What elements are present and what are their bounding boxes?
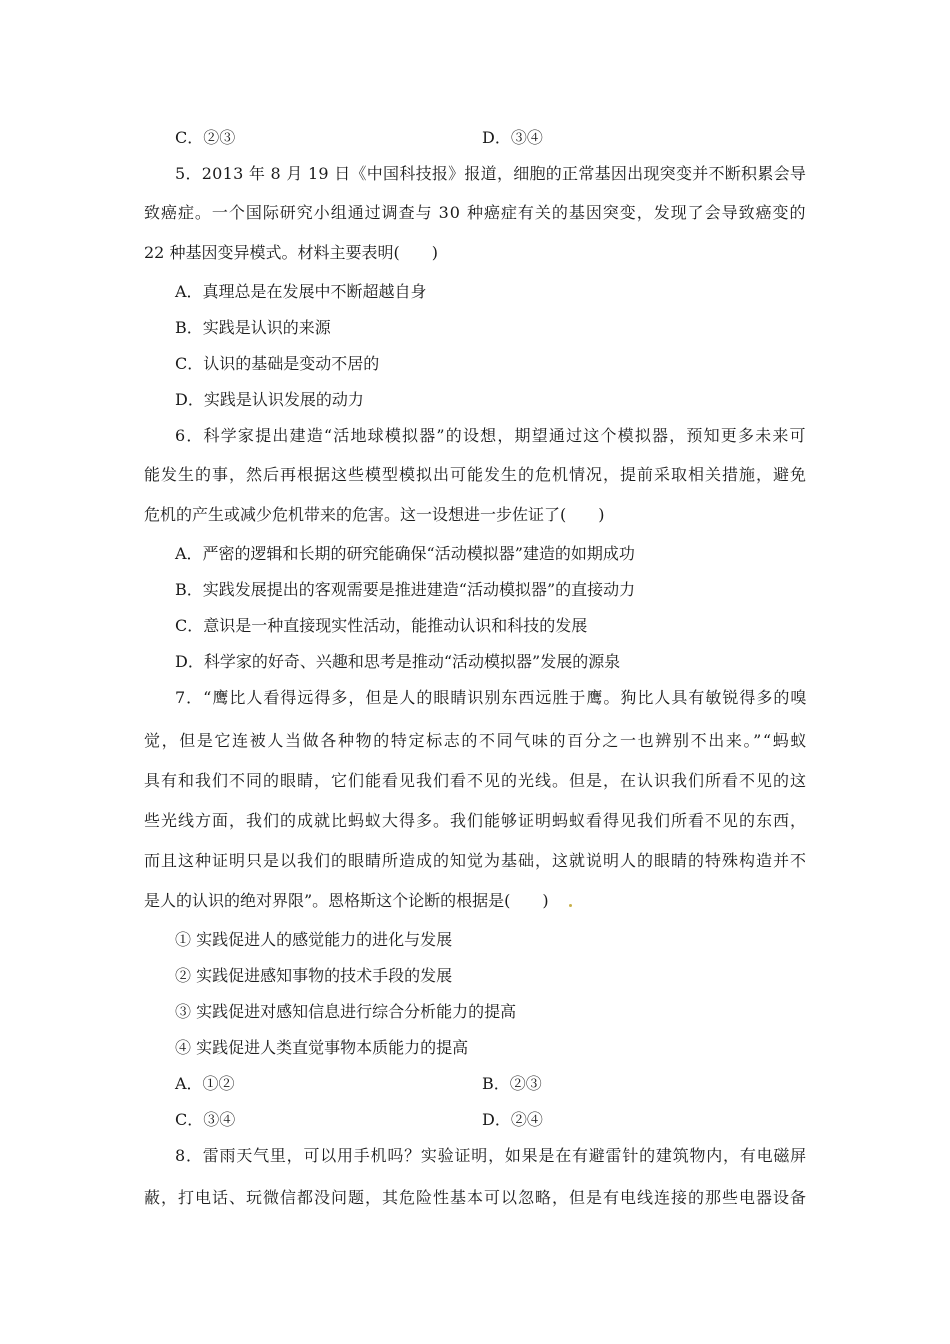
q7-stem-line-5: 而且这种证明只是以我们的眼睛所造成的知觉为基础，这就说明人的眼睛的特殊构造并不 xyxy=(144,851,808,870)
q4-option-d: D．③④ xyxy=(482,128,543,147)
q6-stem-line-1: 6．科学家提出建造“活地球模拟器”的设想，期望通过这个模拟器，预知更多未来可 xyxy=(175,426,807,445)
q7-stem-line-6: 是人的认识的绝对界限”。恩格斯这个论断的根据是( ) xyxy=(144,891,549,910)
q6-option-c: C．意识是一种直接现实性活动，能推动认识和科技的发展 xyxy=(175,616,588,635)
q7-stem-line-2: 觉，但是它连被人当做各种物的特定标志的不同气味的百分之一也辨别不出来。”“蚂蚁 xyxy=(144,731,808,750)
q6-stem-line-2: 能发生的事，然后再根据这些模型模拟出可能发生的危机情况，提前采取相关措施，避免 xyxy=(144,465,808,484)
q7-option-d: D．②④ xyxy=(482,1110,543,1129)
q5-stem-line-2: 致癌症。一个国际研究小组通过调查与 30 种癌症有关的基因突变，发现了会导致癌变的 xyxy=(144,203,807,222)
stray-mark xyxy=(569,904,572,907)
q4-option-c: C．②③ xyxy=(175,128,236,147)
q5-option-b: B．实践是认识的来源 xyxy=(175,318,331,337)
q8-stem-line-2: 蔽，打电话、玩微信都没问题，其危险性基本可以忽略，但是有电线连接的那些电器设备 xyxy=(144,1188,808,1207)
q7-item-3: ③ 实践促进对感知信息进行综合分析能力的提高 xyxy=(175,1002,517,1021)
q7-option-b: B．②③ xyxy=(482,1074,542,1093)
q8-stem-line-1: 8．雷雨天气里，可以用手机吗？实验证明，如果是在有避雷针的建筑物内，有电磁屏 xyxy=(175,1146,807,1165)
q7-option-a: A．①② xyxy=(175,1074,235,1093)
q7-option-c: C．③④ xyxy=(175,1110,236,1129)
q5-stem-line-1: 5．2013 年 8 月 19 日《中国科技报》报道，细胞的正常基因出现突变并不断积累会导 xyxy=(175,164,807,183)
q5-option-c: C．认识的基础是变动不居的 xyxy=(175,354,380,373)
q6-option-a: A．严密的逻辑和长期的研究能确保“活动模拟器”建造的如期成功 xyxy=(175,544,635,563)
q7-stem-line-1: 7．“鹰比人看得远得多，但是人的眼睛识别东西远胜于鹰。狗比人具有敏锐得多的嗅 xyxy=(175,688,808,707)
q6-option-b: B．实践发展提出的客观需要是推进建造“活动模拟器”的直接动力 xyxy=(175,580,636,599)
q7-item-1: ① 实践促进人的感觉能力的进化与发展 xyxy=(175,930,453,949)
q7-stem-line-3: 具有和我们不同的眼睛，它们能看见我们看不见的光线。但是，在认识我们所看不见的这 xyxy=(144,771,808,790)
q7-stem-line-4: 些光线方面，我们的成就比蚂蚁大得多。我们能够证明蚂蚁看得见我们所看不见的东西， xyxy=(144,811,808,830)
q6-option-d: D．科学家的好奇、兴趣和思考是推动“活动模拟器”发展的源泉 xyxy=(175,652,621,671)
q6-stem-line-3: 危机的产生或减少危机带来的危害。这一设想进一步佐证了( ) xyxy=(144,505,605,524)
q5-option-a: A．真理总是在发展中不断超越自身 xyxy=(175,282,427,301)
q5-stem-line-3: 22 种基因变异模式。材料主要表明( ) xyxy=(144,243,438,262)
q7-item-4: ④ 实践促进人类直觉事物本质能力的提高 xyxy=(175,1038,469,1057)
q5-option-d: D．实践是认识发展的动力 xyxy=(175,390,364,409)
q7-item-2: ② 实践促进感知事物的技术手段的发展 xyxy=(175,966,453,985)
